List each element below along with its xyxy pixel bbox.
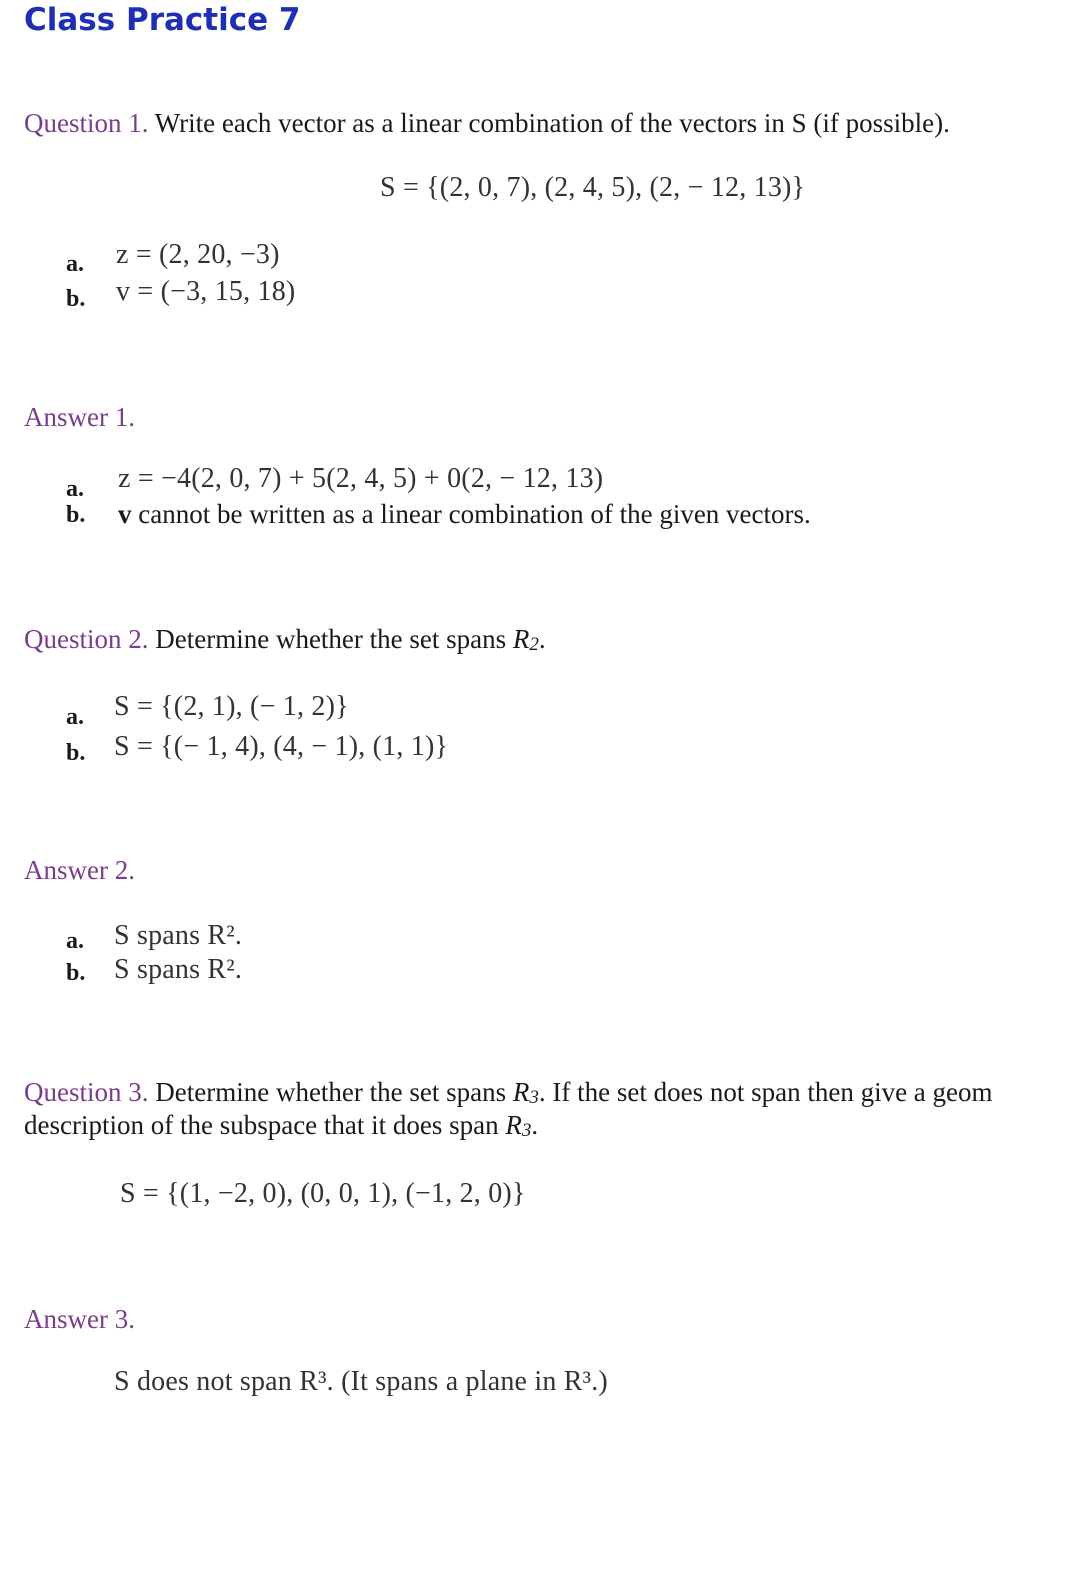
question-1-item-a-marker: a.: [66, 251, 84, 277]
question-3-text-1-end: . If the set does not span then give a geom: [538, 1077, 993, 1107]
answer-1-item-b-vector: v: [118, 499, 132, 529]
question-1-item-a: z = (2, 20, −3): [116, 239, 280, 270]
answer-3-label: Answer 3.: [24, 1304, 135, 1334]
question-1-item-b: v = (−3, 15, 18): [116, 276, 296, 307]
question-3-space-2: R: [505, 1110, 522, 1140]
question-2-text: Determine whether the set spans: [155, 624, 513, 654]
answer-1-item-a: z = −4(2, 0, 7) + 5(2, 4, 5) + 0(2, − 12, 13): [118, 463, 604, 494]
answer-2-item-b-marker: b.: [66, 960, 86, 986]
question-2: [24, 624, 546, 656]
question-2-item-b-marker: b.: [66, 740, 86, 766]
answer-3-text: S does not span R³. (It spans a plane in R³.): [114, 1366, 608, 1397]
question-2-item-a: S = {(2, 1), (− 1, 2)}: [114, 691, 349, 722]
question-3-text-2: description of the subspace that it does span: [24, 1110, 506, 1140]
question-2-end: .: [538, 624, 546, 654]
answer-1-label: Answer 1.: [24, 402, 135, 432]
question-1-text: Write each vector as a linear combination of the vectors in S (if possible).: [154, 108, 950, 138]
question-3-text-1: Determine whether the set spans: [155, 1077, 513, 1107]
answer-1-item-b-text: cannot be written as a linear combination of the given vectors.: [138, 499, 811, 529]
question-3-line-1: [24, 1077, 993, 1109]
answer-1-item-a-marker: a.: [66, 476, 84, 502]
question-3-text-2-end: .: [531, 1110, 539, 1140]
question-3-space-sub: 3: [529, 1087, 539, 1108]
answer-2-item-b: S spans R².: [114, 954, 243, 985]
question-2-label: Question 2.: [24, 624, 149, 654]
question-3-space: R: [512, 1077, 530, 1107]
question-2-space: R: [512, 624, 530, 654]
question-2-item-b: S = {(− 1, 4), (4, − 1), (1, 1)}: [114, 731, 449, 762]
question-3-label: Question 3.: [24, 1077, 149, 1107]
question-2-item-a-marker: a.: [66, 704, 84, 730]
question-3-line-2: [24, 1110, 538, 1142]
answer-1-item-b-marker: b.: [66, 502, 86, 528]
question-1-item-b-marker: b.: [66, 286, 86, 312]
answer-2-item-a: S spans R².: [114, 920, 243, 951]
question-1: [24, 108, 950, 139]
question-1-set: S = {(2, 0, 7), (2, 4, 5), (2, − 12, 13)}: [380, 172, 806, 203]
question-2-space-sub: 2: [529, 634, 539, 655]
question-3-space-sub-2: 3: [521, 1120, 532, 1141]
answer-2-label: Answer 2.: [24, 855, 135, 885]
page-title: Class Practice 7: [24, 2, 301, 38]
question-3-set: S = {(1, −2, 0), (0, 0, 1), (−1, 2, 0)}: [120, 1178, 526, 1209]
answer-1-item-b: [118, 499, 811, 530]
question-1-label: Question 1.: [24, 108, 149, 138]
answer-2-item-a-marker: a.: [66, 928, 84, 954]
